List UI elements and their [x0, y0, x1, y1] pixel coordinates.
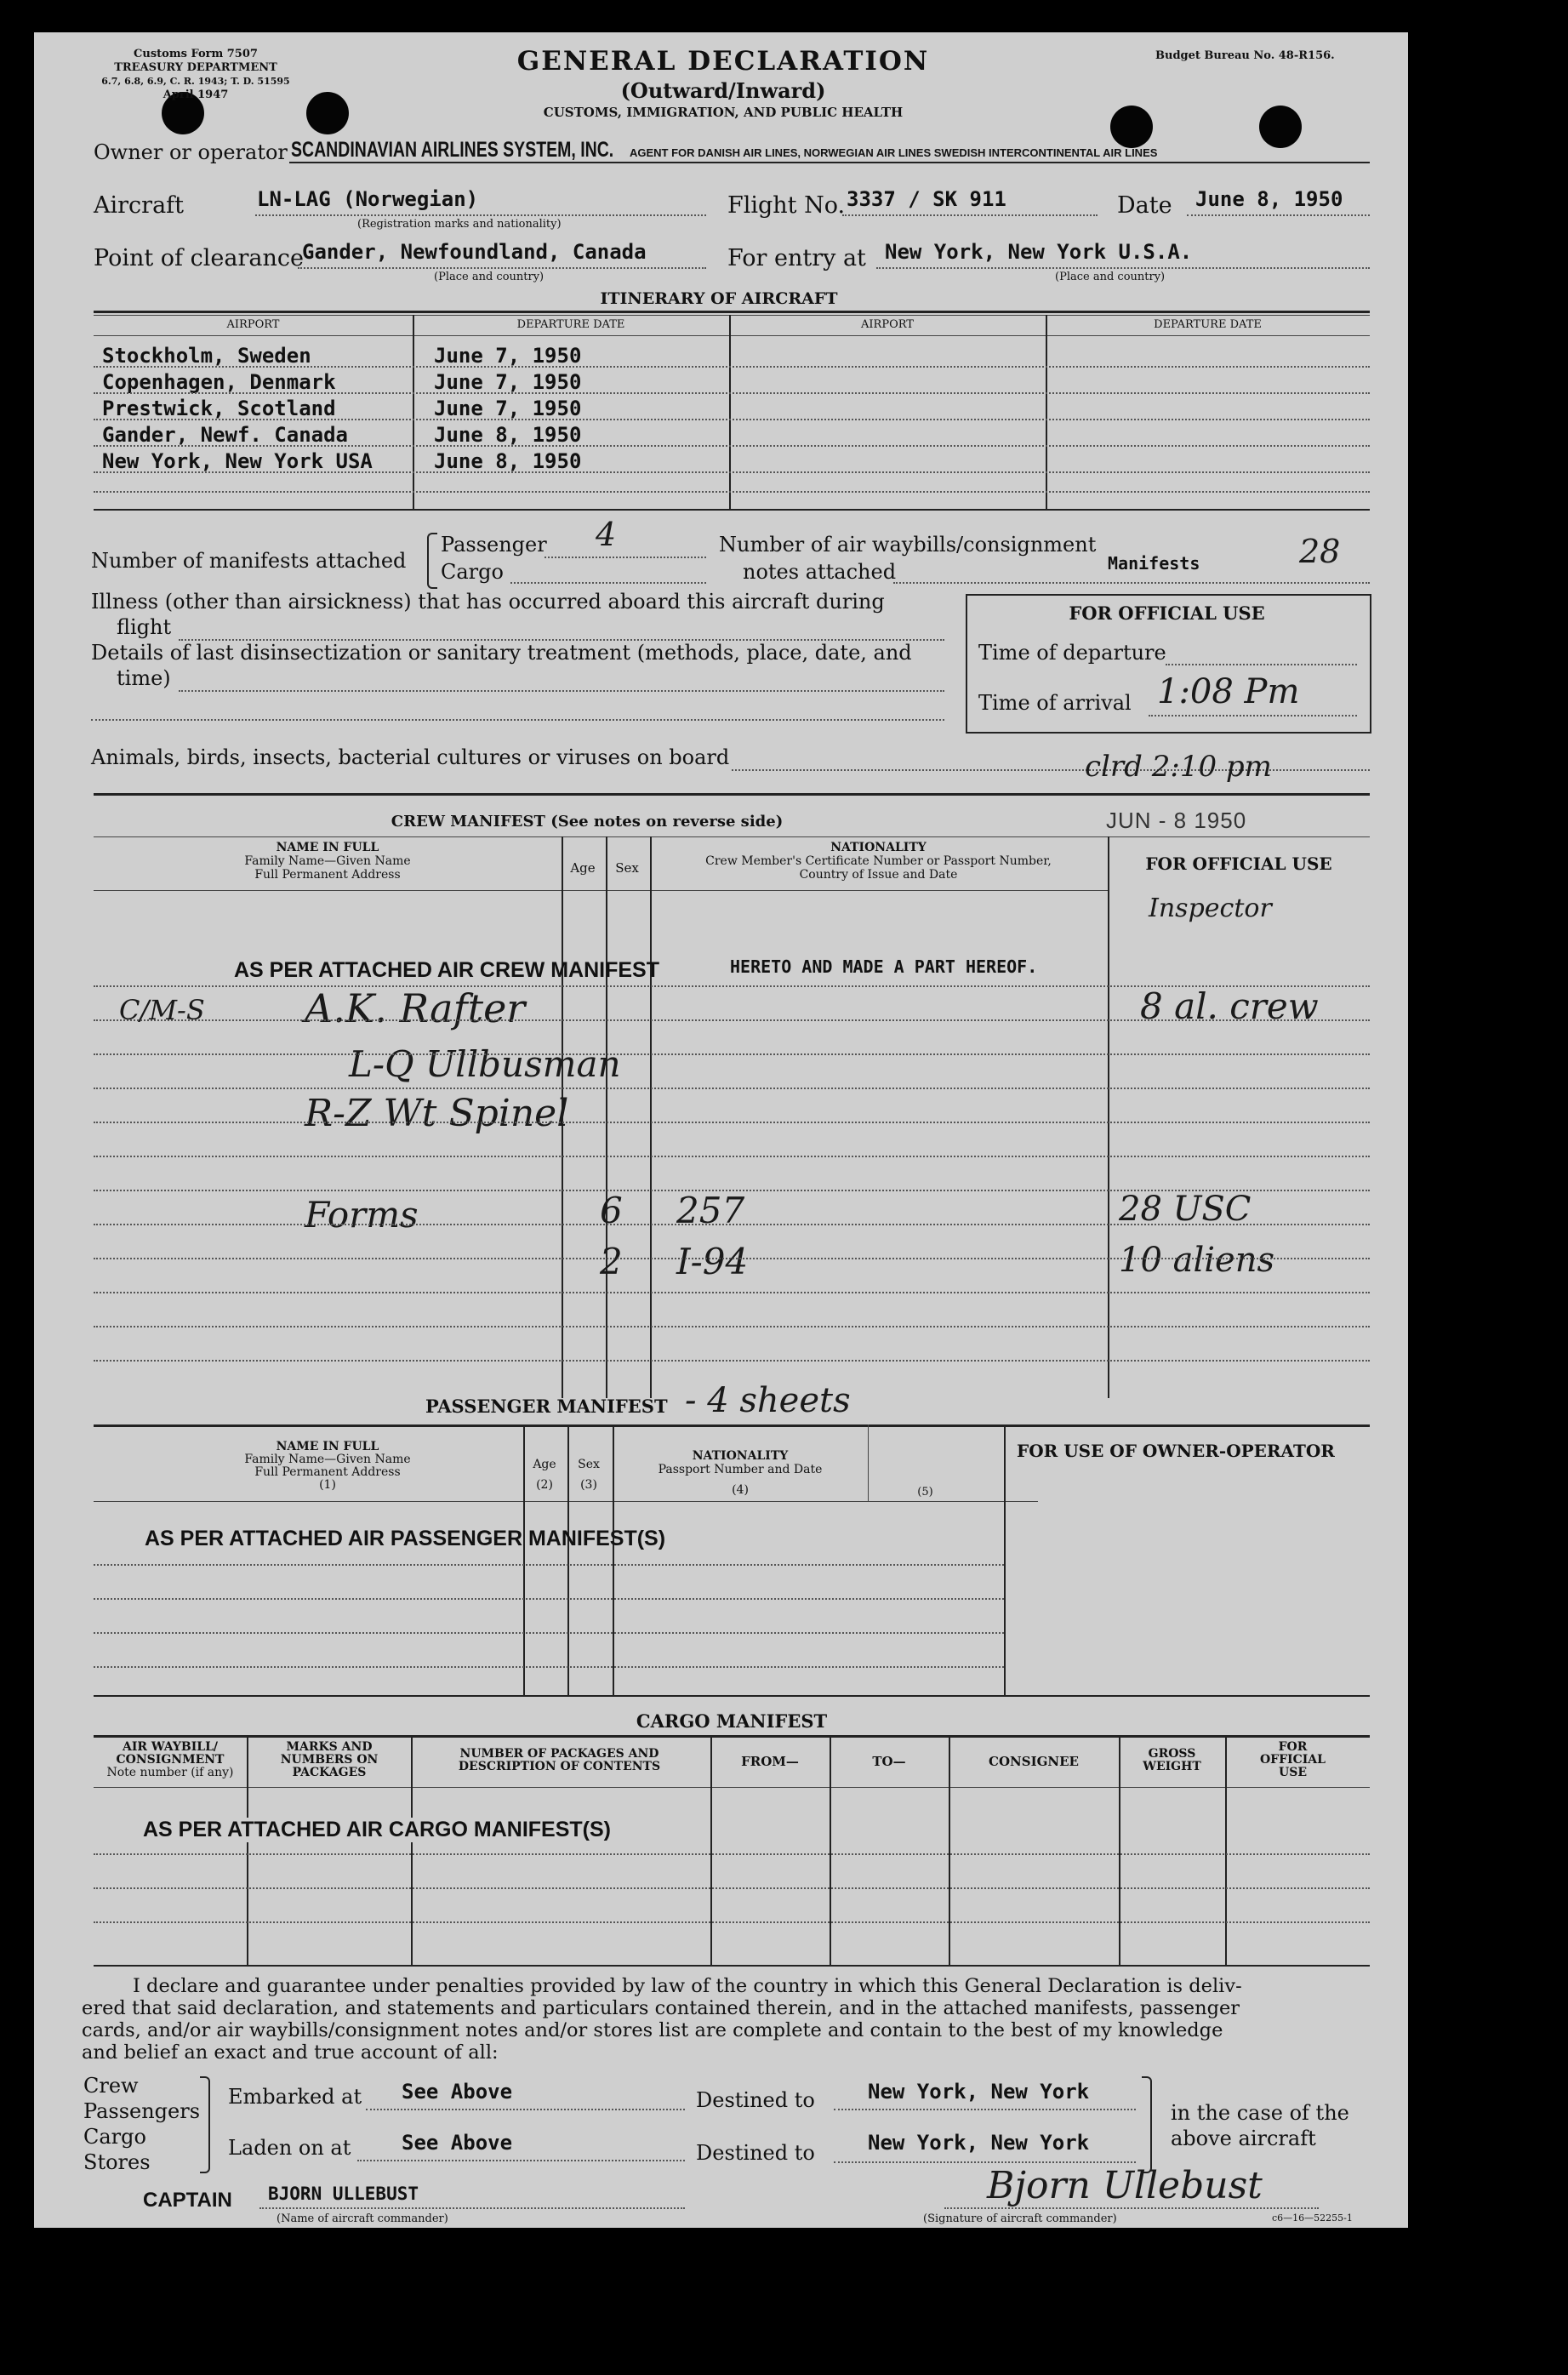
- itinerary-col-airport: AIRPORT: [226, 318, 280, 331]
- itinerary-bottom-rule: [94, 509, 1370, 511]
- itinerary-row-line: [94, 491, 1370, 493]
- itinerary-airport: Stockholm, Sweden: [102, 344, 311, 368]
- form-number: [85, 48, 306, 102]
- destined-2-value: New York, New York: [868, 2131, 1090, 2155]
- itinerary-airport: Copenhagen, Denmark: [102, 370, 336, 394]
- disinsect-line-2: time): [117, 666, 171, 690]
- entry-underline: [876, 267, 1370, 269]
- crew-col-name: [94, 841, 562, 882]
- crew-col-age: Age: [570, 860, 596, 876]
- crew-row-line: [94, 1224, 1370, 1225]
- captain-underline: [259, 2207, 685, 2209]
- itinerary-row-line: [94, 366, 1370, 368]
- cargo-col-number: [413, 1748, 706, 1773]
- passenger-col-name: [94, 1441, 562, 1492]
- cargo-title: CARGO MANIFEST: [636, 1710, 828, 1732]
- departure-time-line: [1166, 664, 1357, 665]
- crew-row-line: [94, 1122, 1370, 1123]
- cargo-category: Cargo: [83, 2125, 146, 2149]
- cargo-top-rule: [94, 1735, 1370, 1738]
- cargo-col-waybill-1: AIR WAYBILL/: [122, 1740, 219, 1754]
- signature-caption: (Signature of aircraft commander): [923, 2212, 1117, 2225]
- passenger-row-line: [94, 1632, 1004, 1634]
- categories-brace: [200, 2076, 210, 2173]
- clearance-underline: [298, 267, 706, 269]
- itinerary-airport: Gander, Newf. Canada: [102, 423, 348, 447]
- itinerary-divider: [729, 315, 731, 509]
- passenger-underline: [545, 557, 706, 558]
- date-underline: [1187, 214, 1370, 216]
- passenger-col-name-3: Full Permanent Address: [254, 1465, 401, 1479]
- itinerary-date: June 7, 1950: [434, 344, 582, 368]
- punch-hole: [1110, 106, 1153, 148]
- crew-statement-typed: HERETO AND MADE A PART HEREOF.: [730, 956, 1038, 977]
- cargo-col-marks-3: PACKAGES: [292, 1766, 367, 1779]
- itinerary-header-rule: [94, 335, 1370, 336]
- declaration-categories: [83, 2073, 200, 2175]
- passenger-divider: [868, 1424, 869, 1501]
- itinerary-row-line: [94, 445, 1370, 447]
- arrival-time-label: Time of arrival: [978, 691, 1132, 715]
- declaration-form: [34, 32, 1408, 2228]
- manifests-label: Number of manifests attached: [91, 549, 407, 573]
- footer-code: c6—16—52255-1: [1272, 2212, 1353, 2224]
- form-direction: (Outward/Inward): [620, 78, 826, 103]
- itinerary-row-line: [94, 471, 1370, 473]
- owner-value: SCANDINAVIAN AIRLINES SYSTEM, INC.: [291, 138, 614, 162]
- laden-value: See Above: [402, 2131, 513, 2155]
- owner-label: Owner or operator: [94, 140, 288, 164]
- cargo-col-off-2: OFFICIAL: [1259, 1753, 1326, 1767]
- passenger-col-nationality: [613, 1449, 868, 1497]
- crew-statement: AS PER ATTACHED AIR CREW MANIFEST: [234, 958, 659, 982]
- cargo-divider: [710, 1735, 712, 1965]
- passenger-title: PASSENGER MANIFEST: [425, 1396, 668, 1417]
- crew-hand-right-2: 28 USC: [1119, 1190, 1252, 1229]
- crew-row-line: [94, 1258, 1370, 1259]
- owner-value-small: AGENT FOR DANISH AIR LINES, NORWEGIAN AIR LINES SWEDISH INTERCONTINENTAL AIR LINES: [630, 146, 1158, 159]
- illness-line-2: flight: [117, 615, 172, 639]
- disinsect-line-1: Details of last disinsectization or sanitary treatment (methods, place, date, and: [91, 641, 912, 665]
- crew-row-line: [94, 1053, 1370, 1055]
- cargo-col-gross-2: WEIGHT: [1143, 1760, 1201, 1773]
- date-value: June 8, 1950: [1195, 187, 1343, 211]
- crew-row-line: [94, 1088, 1370, 1089]
- cargo-col-official: [1227, 1741, 1359, 1779]
- itinerary-row-line: [94, 419, 1370, 420]
- disinsect-underline: [179, 690, 944, 692]
- case-of-aircraft: [1171, 2100, 1349, 2151]
- crew-title: CREW MANIFEST (See notes on reverse side): [391, 813, 784, 831]
- passenger-col-sex-label: Sex: [578, 1458, 600, 1471]
- embarked-underline: [366, 2109, 685, 2110]
- cargo-row-line: [94, 1921, 1370, 1923]
- itinerary-top-rule-2: [94, 315, 1370, 316]
- crew-row-line: [94, 1326, 1370, 1327]
- passenger-statement: AS PER ATTACHED AIR PASSENGER MANIFEST(S): [145, 1527, 666, 1550]
- case-line: above aircraft: [1171, 2127, 1316, 2150]
- itinerary-row-line: [94, 392, 1370, 394]
- embarked-value: See Above: [402, 2080, 513, 2104]
- passenger-col-sex: [567, 1458, 610, 1492]
- captain-signature: Bjorn Ullebust: [987, 2164, 1263, 2207]
- itinerary-divider: [413, 315, 414, 509]
- cargo-col-from: FROM—: [741, 1754, 799, 1769]
- crew-col-name-2: Family Name—Given Name: [244, 854, 411, 868]
- cargo-statement: AS PER ATTACHED AIR CARGO MANIFEST(S): [143, 1818, 616, 1842]
- departure-time-label: Time of departure: [978, 641, 1166, 665]
- crew-row-line: [94, 1019, 1370, 1021]
- animals-label: Animals, birds, insects, bacterial cultures or viruses on board: [91, 745, 730, 769]
- cargo-row-line: [94, 1853, 1370, 1855]
- form-title: GENERAL DECLARATION: [516, 46, 930, 77]
- passenger-col-nat-1: NATIONALITY: [692, 1449, 789, 1463]
- itinerary-col-departure-2: DEPARTURE DATE: [1154, 318, 1262, 331]
- form-line: Customs Form 7507: [134, 48, 258, 60]
- stores-category: Stores: [83, 2150, 151, 2174]
- declaration-line: and belief an exact and true account of all:: [82, 2041, 499, 2064]
- passenger-divider: [567, 1424, 569, 1695]
- cargo-underline: [510, 582, 706, 584]
- official-use-title: FOR OFFICIAL USE: [1069, 602, 1265, 624]
- itinerary-col-departure: DEPARTURE DATE: [516, 318, 625, 331]
- cargo-col-gross: [1119, 1748, 1225, 1773]
- itinerary-date: June 7, 1950: [434, 370, 582, 394]
- crew-hand-forms-1b: 257: [676, 1190, 745, 1231]
- crew-hand-3: R-Z Wt Spinel: [305, 1092, 569, 1135]
- cargo-label: Cargo: [441, 560, 504, 584]
- itinerary-col-airport-2: AIRPORT: [861, 318, 914, 331]
- entry-caption: (Place and country): [1055, 271, 1166, 283]
- cargo-col-num-1: NUMBER OF PACKAGES AND: [459, 1747, 659, 1761]
- itinerary-date: June 8, 1950: [434, 423, 582, 447]
- destined-1-value: New York, New York: [868, 2080, 1090, 2104]
- entry-value: New York, New York U.S.A.: [885, 240, 1193, 264]
- crew-row-line: [94, 1156, 1370, 1157]
- crew-hand-2: L-Q Ullbusman: [349, 1043, 621, 1085]
- punch-hole: [306, 92, 349, 134]
- crew-hand-forms: Forms: [305, 1194, 419, 1236]
- passenger-label: Passenger: [441, 533, 547, 557]
- crew-category: Crew: [83, 2074, 139, 2098]
- cargo-bottom-rule: [94, 1965, 1370, 1967]
- crew-hand-forms-2a: 2: [600, 1241, 623, 1282]
- passenger-row-line: [94, 1666, 1004, 1668]
- crew-col-nat-3: Country of Issue and Date: [799, 868, 958, 882]
- passenger-row-line: [94, 1598, 1004, 1600]
- crew-col-nationality: [651, 841, 1106, 882]
- crew-title-rule: [94, 836, 1370, 837]
- passenger-col-nat-num: (4): [732, 1483, 749, 1497]
- passenger-col-sex-num: (3): [580, 1478, 597, 1492]
- arrival-time-hand: 1:08 Pm: [1157, 672, 1300, 711]
- cargo-row-line: [94, 1887, 1370, 1889]
- owner-underline: [289, 162, 1370, 163]
- cargo-divider: [949, 1735, 950, 1965]
- cargo-col-consignee: CONSIGNEE: [989, 1754, 1079, 1769]
- cargo-divider: [1225, 1735, 1227, 1965]
- date-stamp: JUN - 8 1950: [1106, 808, 1247, 833]
- crew-hand-forms-1a: 6: [600, 1190, 623, 1231]
- itinerary-airport: Prestwick, Scotland: [102, 397, 336, 420]
- crew-divider: [650, 836, 652, 1398]
- declaration-text: [82, 1975, 1383, 2064]
- cargo-col-marks-2: NUMBERS ON: [280, 1753, 379, 1767]
- signature-underline: [944, 2207, 1319, 2209]
- cargo-divider: [411, 1735, 413, 1965]
- cargo-header-rule: [94, 1787, 1370, 1788]
- destined-1-underline: [834, 2109, 1136, 2110]
- crew-col-nat-2: Crew Member's Certificate Number or Passport Number,: [705, 854, 1052, 868]
- cargo-col-waybill-3: Note number (if any): [106, 1766, 234, 1779]
- declaration-line: cards, and/or air waybills/consignment notes and/or stores list are complete and contain to the best of my knowledge: [82, 2019, 1223, 2041]
- destined-brace: [1142, 2076, 1152, 2173]
- embarked-label: Embarked at: [228, 2085, 362, 2109]
- flight-label: Flight No.: [727, 192, 846, 219]
- waybills-count-hand: 28: [1299, 533, 1341, 570]
- case-line: in the case of the: [1171, 2101, 1349, 2125]
- passenger-col-name-num: (1): [319, 1478, 336, 1492]
- waybills-label-2: notes attached: [743, 560, 897, 584]
- itinerary-date: June 7, 1950: [434, 397, 582, 420]
- passenger-bottom-rule: [94, 1695, 1370, 1697]
- cargo-col-waybill-2: CONSIGNMENT: [116, 1753, 225, 1767]
- form-line: April 1947: [163, 88, 229, 101]
- passenger-row-line: [94, 1564, 1004, 1566]
- aircraft-caption: (Registration marks and nationality): [357, 218, 562, 231]
- passengers-category: Passengers: [83, 2099, 201, 2123]
- waybills-underline: [893, 582, 1370, 584]
- crew-row-line: [94, 985, 1370, 987]
- passenger-top-rule: [94, 1424, 1370, 1427]
- crew-col-name-1: NAME IN FULL: [276, 841, 379, 854]
- animals-underline: [732, 769, 1370, 771]
- illness-line-1: Illness (other than airsickness) that has occurred aboard this aircraft during: [91, 590, 885, 614]
- cargo-col-to: TO—: [872, 1754, 906, 1769]
- cargo-col-marks-1: MARKS AND: [286, 1740, 373, 1754]
- cargo-col-off-1: FOR: [1278, 1740, 1308, 1754]
- passenger-col-age-num: (2): [536, 1478, 553, 1492]
- crew-row-line: [94, 1190, 1370, 1191]
- passenger-col-name-1: NAME IN FULL: [276, 1440, 379, 1453]
- captain-label: CAPTAIN: [143, 2189, 232, 2212]
- crew-divider: [1108, 836, 1109, 1398]
- passenger-divider: [523, 1424, 525, 1695]
- captain-value: BJORN ULLEBUST: [268, 2184, 419, 2204]
- passenger-col-5: (5): [917, 1486, 933, 1499]
- laden-underline: [357, 2160, 685, 2161]
- itinerary-divider: [1046, 315, 1047, 509]
- punch-hole: [1259, 106, 1302, 148]
- cargo-col-waybill: [85, 1741, 255, 1779]
- flight-underline: [842, 214, 1098, 216]
- aircraft-underline: [255, 214, 706, 216]
- form-line: 6.7, 6.8, 6.9, C. R. 1943; T. D. 51595: [101, 76, 290, 87]
- crew-row-line: [94, 1292, 1370, 1293]
- crew-official-hand: Inspector: [1149, 893, 1272, 923]
- flight-value: 3337 / SK 911: [847, 187, 1006, 211]
- cargo-col-gross-1: GROSS: [1148, 1747, 1196, 1761]
- passenger-col-nat-2: Passport Number and Date: [658, 1463, 823, 1476]
- destined-1-label: Destined to: [696, 2088, 815, 2112]
- clearance-label: Point of clearance: [94, 245, 304, 271]
- date-label: Date: [1117, 192, 1172, 219]
- clearance-value: Gander, Newfoundland, Canada: [302, 240, 647, 264]
- form-line: TREASURY DEPARTMENT: [114, 61, 277, 74]
- crew-divider: [606, 836, 607, 1398]
- waybills-value: Manifests: [1108, 553, 1200, 574]
- owner-operator-use: FOR USE OF OWNER-OPERATOR: [1017, 1441, 1335, 1461]
- crew-hand-forms-2b: I-94: [676, 1241, 749, 1282]
- cargo-divider: [247, 1735, 248, 1965]
- crew-col-official: FOR OFFICIAL USE: [1145, 854, 1332, 874]
- cargo-col-num-2: DESCRIPTION OF CONTENTS: [458, 1760, 661, 1773]
- aircraft-label: Aircraft: [94, 192, 185, 219]
- destined-2-label: Destined to: [696, 2141, 815, 2165]
- disinsect-underline-2: [91, 719, 944, 721]
- itinerary-date: June 8, 1950: [434, 449, 582, 473]
- cleared-hand: clrd 2:10 pm: [1085, 750, 1272, 784]
- clearance-caption: (Place and country): [434, 271, 545, 283]
- cargo-col-marks: [248, 1741, 410, 1779]
- cargo-divider: [1119, 1735, 1120, 1965]
- declaration-line: ered that said declaration, and statements and particulars contained therein, and in the attached manifests, passenger: [82, 1997, 1240, 2019]
- passenger-divider: [613, 1424, 614, 1695]
- crew-hand-prefix: C/M-S: [119, 994, 205, 1026]
- cargo-divider: [830, 1735, 831, 1965]
- itinerary-top-rule: [94, 311, 1370, 313]
- budget-number: Budget Bureau No. 48-R156.: [1155, 49, 1335, 62]
- passenger-count-hand: 4: [596, 516, 617, 553]
- crew-header-rule: [94, 890, 1108, 891]
- aircraft-value: LN-LAG (Norwegian): [257, 187, 479, 211]
- passenger-col-age: [523, 1458, 566, 1492]
- manifests-brace: [427, 533, 437, 589]
- crew-col-name-3: Full Permanent Address: [254, 868, 401, 882]
- crew-row-line: [94, 1360, 1370, 1362]
- crew-hand-right-1: 8 al. crew: [1140, 985, 1319, 1027]
- itinerary-airport: New York, New York USA: [102, 449, 373, 473]
- crew-col-nat-1: NATIONALITY: [830, 841, 927, 854]
- entry-label: For entry at: [727, 245, 866, 271]
- passenger-title-hand: - 4 sheets: [685, 1381, 851, 1420]
- form-subtitle: CUSTOMS, IMMIGRATION, AND PUBLIC HEALTH: [543, 105, 904, 120]
- declaration-line: I declare and guarantee under penalties provided by law of the country in which this General Declaration is deliv-: [133, 1975, 1242, 1997]
- passenger-col-name-2: Family Name—Given Name: [244, 1453, 411, 1466]
- arrival-time-line: [1149, 715, 1357, 716]
- captain-caption: (Name of aircraft commander): [277, 2212, 448, 2225]
- crew-top-rule: [94, 793, 1370, 796]
- destined-2-underline: [834, 2161, 1136, 2163]
- passenger-divider: [1004, 1424, 1006, 1695]
- cargo-col-off-3: USE: [1279, 1766, 1307, 1779]
- crew-hand-1: A.K. Rafter: [305, 985, 526, 1031]
- crew-col-sex: Sex: [615, 860, 639, 876]
- crew-hand-right-3: 10 aliens: [1119, 1241, 1275, 1280]
- passenger-header-rule: [94, 1501, 1038, 1502]
- passenger-col-age-label: Age: [533, 1458, 556, 1471]
- itinerary-title: ITINERARY OF AIRCRAFT: [600, 289, 838, 308]
- waybills-label-1: Number of air waybills/consignment: [719, 533, 1097, 557]
- laden-label: Laden on at: [228, 2136, 351, 2160]
